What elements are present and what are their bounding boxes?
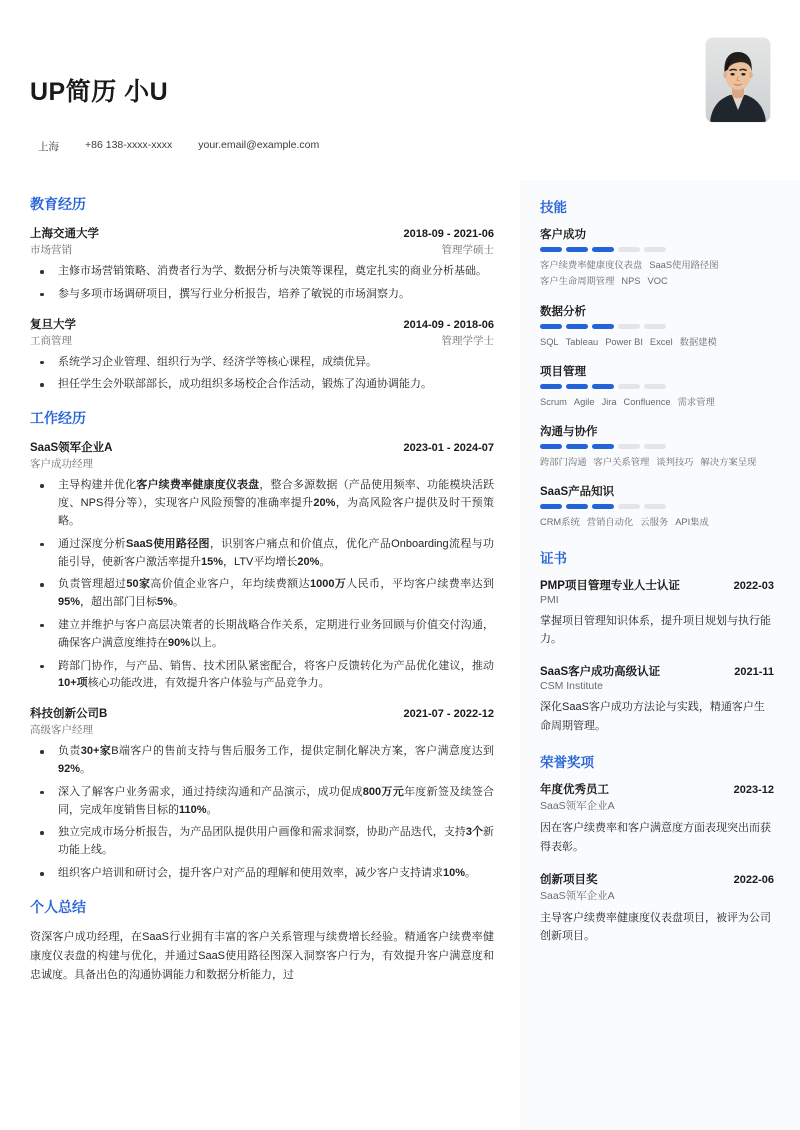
skill-tag: Tableau bbox=[565, 336, 599, 347]
card-date: 2022-03 bbox=[733, 579, 774, 592]
avatar-photo bbox=[706, 38, 770, 122]
skill-level-bars bbox=[540, 444, 774, 449]
card-issuer: SaaS领军企业A bbox=[540, 889, 615, 902]
entry-subtitle: 市场营销 bbox=[30, 244, 72, 256]
skill-tag: Excel bbox=[649, 336, 673, 347]
entry-subtitle: 高级客户经理 bbox=[30, 724, 93, 737]
entry-subtitle: 工商管理 bbox=[30, 334, 72, 347]
bullet-item: 深入了解客户业务需求，通过持续沟通和产品演示，成功促成800万元年度新签及续签合同，完成年度销售目标的110%。 bbox=[30, 784, 494, 820]
skill-tag: Agile bbox=[573, 396, 595, 407]
skill-tag: 客户续费率健康度仪表盘 bbox=[540, 260, 643, 270]
card bbox=[540, 781, 774, 856]
entry-date: 2014-09 - 2018-06 bbox=[403, 318, 494, 331]
bullet-item: 担任学生会外联部部长，成功组织多场校企合作活动，锻炼了沟通协调能力。 bbox=[30, 376, 494, 394]
bullet-item: 跨部门协作，与产品、销售、技术团队紧密配合，将客户反馈转化为产品优化建议，推动10+项核心功能改进，有效提升客户体验与产品竞争力。 bbox=[30, 658, 494, 694]
bullet-item: 主修市场营销策略、消费者行为学、数据分析与决策等课程，奠定扎实的商业分析基础。 bbox=[30, 263, 494, 281]
card-issuer: SaaS领军企业A bbox=[540, 800, 615, 813]
section-title-skills: 技能 bbox=[540, 200, 567, 215]
contact-list bbox=[30, 139, 770, 154]
card-description: 因在客户续费率和客户满意度方面表现突出而获得表彰。 bbox=[540, 822, 771, 854]
entry bbox=[30, 439, 494, 693]
card-issuer: PMI bbox=[540, 593, 559, 606]
entry-subtitle: 客户成功经理 bbox=[30, 458, 93, 471]
skill-group bbox=[540, 226, 774, 290]
entry-organization: 科技创新公司B bbox=[30, 708, 108, 721]
entry-organization: 上海交通大学 bbox=[30, 228, 99, 240]
resume-body bbox=[0, 180, 800, 1130]
skill-tag: 客户生命周期管理 bbox=[540, 276, 615, 287]
skill-tags bbox=[540, 334, 774, 350]
bullet-item: 系统学习企业管理、组织行为学、经济学等核心课程，成绩优异。 bbox=[30, 354, 494, 372]
skill-level-segment bbox=[618, 444, 640, 449]
skill-tag: API集成 bbox=[675, 517, 709, 528]
skill-tag: 跨部门沟通 bbox=[540, 457, 587, 468]
skill-tag: 数据建模 bbox=[679, 336, 717, 347]
bullet-list bbox=[30, 743, 494, 883]
skill-tag: SaaS使用路径图 bbox=[649, 260, 719, 270]
skill-level-segment bbox=[592, 444, 614, 449]
education-list bbox=[30, 225, 494, 394]
skill-level-segment bbox=[592, 247, 614, 252]
skill-tag: CRM系统 bbox=[540, 517, 580, 528]
skill-level-bars bbox=[540, 324, 774, 329]
entry-organization: 复旦大学 bbox=[30, 318, 76, 331]
skill-level-segment bbox=[566, 324, 588, 329]
entry bbox=[30, 705, 494, 883]
bullet-item: 通过深度分析SaaS使用路径图，识别客户痛点和价值点，优化产品Onboarding流程与功能引导，使新客户激活率提升15%，LTV平均增长20%。 bbox=[30, 536, 494, 572]
skill-level-segment bbox=[540, 247, 562, 252]
card-title: PMP项目管理专业人士认证 bbox=[540, 579, 680, 592]
section-title-summary: 个人总结 bbox=[30, 898, 86, 915]
contact-item-2: your.email@example.com bbox=[198, 139, 320, 151]
skill-tag: SQL bbox=[540, 336, 559, 347]
entry bbox=[30, 225, 494, 304]
section-title-awards: 荣誉奖项 bbox=[540, 755, 594, 771]
skill-level-segment bbox=[540, 504, 562, 509]
skill-level-segment bbox=[644, 504, 666, 509]
skill-level-segment bbox=[566, 384, 588, 389]
section-title-certificates: 证书 bbox=[540, 550, 567, 566]
skill-tag: NPS bbox=[621, 276, 641, 287]
summary-text: 资深客户成功经理，在SaaS行业拥有丰富的客户关系管理与续费增长经验。精通客户续费率健康度仪表盘的构建与优化，并通过SaaS使用路径图深入洞察客户行为，有效提升客户满意度和忠诚度。具备出色的沟通协调能力和数据分析能力，过 bbox=[30, 930, 494, 981]
card bbox=[540, 663, 774, 735]
card-title: 年度优秀员工 bbox=[540, 784, 609, 797]
skill-level-segment bbox=[566, 504, 588, 509]
skill-level-segment bbox=[644, 324, 666, 329]
card-date: 2023-12 bbox=[733, 784, 774, 797]
skill-level-segment bbox=[592, 504, 614, 509]
skill-tag: 客户关系管理 bbox=[593, 457, 650, 468]
sidebar-column bbox=[520, 180, 800, 1130]
bullet-item: 主导构建并优化客户续费率健康度仪表盘，整合多源数据（产品使用频率、功能模块活跃度、NPS得分等），实现客户风险预警的准确率提升20%，为高风险客户提供及时干预策略。 bbox=[30, 477, 494, 530]
skill-group bbox=[540, 303, 774, 350]
skill-tags bbox=[540, 394, 774, 410]
card bbox=[540, 577, 774, 649]
skill-level-segment bbox=[618, 384, 640, 389]
card-description: 主导客户续费率健康度仪表盘项目，被评为公司创新项目。 bbox=[540, 911, 771, 943]
skill-level-segment bbox=[540, 324, 562, 329]
entry-date: 2018-09 - 2021-06 bbox=[403, 228, 494, 240]
avatar bbox=[706, 38, 770, 122]
skill-level-segment bbox=[618, 247, 640, 252]
skill-group bbox=[540, 483, 774, 530]
bullet-item: 组织客户培训和研讨会，提升客户对产品的理解和使用效率，减少客户支持请求10%。 bbox=[30, 865, 494, 883]
skill-tag: 解决方案呈现 bbox=[700, 457, 757, 468]
section-title-work: 工作经历 bbox=[30, 410, 86, 427]
card bbox=[540, 871, 774, 946]
card-date: 2022-06 bbox=[733, 873, 774, 886]
skill-group-name: SaaS产品知识 bbox=[540, 486, 615, 499]
skill-tag: Confluence bbox=[623, 396, 671, 407]
card-title: SaaS客户成功高级认证 bbox=[540, 665, 661, 678]
bullet-item: 负责管理超过50家高价值企业客户，年均续费额达1000万人民币，平均客户续费率达到95%，超出部门目标5%。 bbox=[30, 576, 494, 612]
skill-level-segment bbox=[644, 444, 666, 449]
entry bbox=[30, 316, 494, 395]
award-list bbox=[540, 781, 774, 946]
skill-level-segment bbox=[644, 384, 666, 389]
skill-level-bars bbox=[540, 384, 774, 389]
skill-level-segment bbox=[592, 324, 614, 329]
skill-tag: 云服务 bbox=[640, 517, 669, 528]
skill-tag: Scrum bbox=[540, 396, 567, 407]
bullet-list bbox=[30, 263, 494, 304]
skill-tags bbox=[540, 257, 774, 290]
resume-header bbox=[0, 0, 800, 180]
contact-item-1: +86 138-xxxx-xxxx bbox=[85, 139, 173, 151]
skill-level-segment bbox=[540, 384, 562, 389]
skill-tag: Jira bbox=[601, 396, 617, 407]
bullet-item: 建立并维护与客户高层决策者的长期战略合作关系，定期进行业务回顾与价值交付沟通，确保客户满意度维持在90%以上。 bbox=[30, 617, 494, 653]
card-issuer: CSM Institute bbox=[540, 679, 604, 692]
skill-group bbox=[540, 423, 774, 470]
entry-degree: 管理学学士 bbox=[441, 334, 494, 347]
skill-group bbox=[540, 363, 774, 410]
skill-tags bbox=[540, 514, 774, 530]
skill-group-name: 客户成功 bbox=[540, 229, 586, 241]
skill-group-name: 沟通与协作 bbox=[540, 426, 598, 439]
skill-level-segment bbox=[592, 384, 614, 389]
entry-degree: 管理学硕士 bbox=[441, 244, 494, 256]
skill-tag: VOC bbox=[647, 276, 668, 287]
entry-date: 2021-07 - 2022-12 bbox=[403, 708, 494, 721]
contact-item-0: 上海 bbox=[38, 141, 59, 153]
skill-level-bars bbox=[540, 247, 774, 252]
entry-organization: SaaS领军企业A bbox=[30, 442, 113, 455]
card-description: 掌握项目管理知识体系，提升项目规划与执行能力。 bbox=[540, 614, 771, 646]
skill-level-segment bbox=[566, 247, 588, 252]
bullet-item: 负责30+家B端客户的售前支持与售后服务工作，提供定制化解决方案，客户满意度达到92%。 bbox=[30, 743, 494, 779]
skill-group-name: 数据分析 bbox=[540, 305, 586, 318]
skill-tags bbox=[540, 454, 774, 470]
skill-level-segment bbox=[618, 504, 640, 509]
skill-level-segment bbox=[618, 324, 640, 329]
skill-tag: Power BI bbox=[605, 336, 643, 347]
main-column bbox=[0, 180, 520, 1130]
page-title: UP简历 小U bbox=[30, 78, 169, 106]
entry-date: 2023-01 - 2024-07 bbox=[403, 442, 494, 455]
certificate-list bbox=[540, 577, 774, 736]
skill-level-segment bbox=[566, 444, 588, 449]
work-list bbox=[30, 439, 494, 883]
skills-list bbox=[540, 226, 774, 531]
skill-tag: 需求管理 bbox=[677, 396, 715, 407]
card-date: 2021-11 bbox=[734, 665, 774, 678]
bullet-list bbox=[30, 354, 494, 395]
skill-tag: 营销自动化 bbox=[586, 517, 634, 528]
skill-group-name: 项目管理 bbox=[540, 365, 586, 378]
skill-level-segment bbox=[644, 247, 666, 252]
card-description: 深化SaaS客户成功方法论与实践，精通客户生命周期管理。 bbox=[540, 700, 765, 732]
bullet-list bbox=[30, 477, 494, 693]
skill-tag: 谈判技巧 bbox=[656, 457, 694, 468]
skill-level-bars bbox=[540, 504, 774, 509]
card-title: 创新项目奖 bbox=[540, 873, 598, 886]
bullet-item: 独立完成市场分析报告，为产品团队提供用户画像和需求洞察，协助产品迭代，支持3个新功能上线。 bbox=[30, 824, 494, 860]
bullet-item: 参与多项市场调研项目，撰写行业分析报告，培养了敏锐的市场洞察力。 bbox=[30, 286, 494, 304]
section-title-education: 教育经历 bbox=[30, 196, 86, 212]
skill-level-segment bbox=[540, 444, 562, 449]
